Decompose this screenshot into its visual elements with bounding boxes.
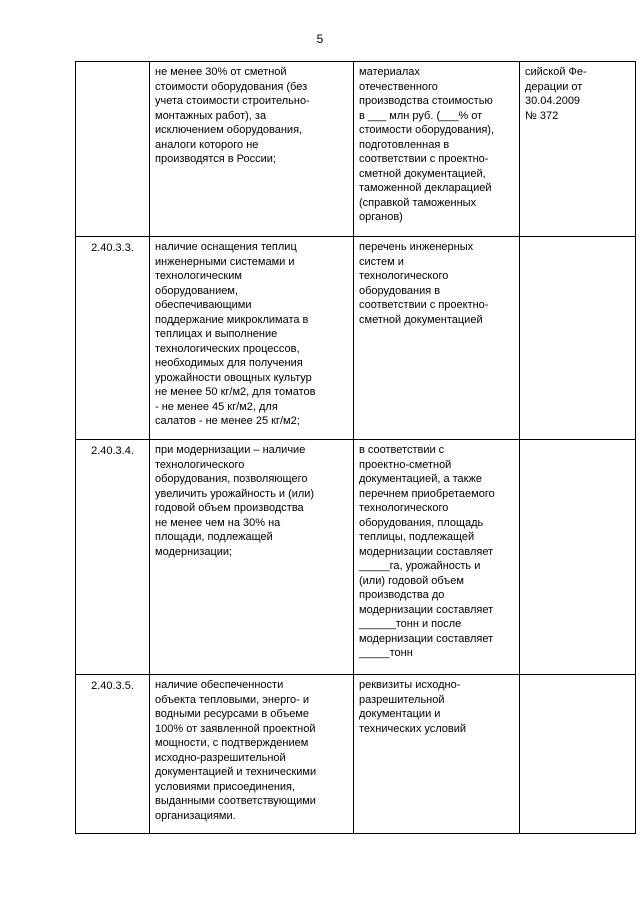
table-row [76,62,636,237]
item-number-cell: 2.40.3.3. [76,237,150,440]
table-row [76,440,636,675]
document-table [75,61,636,834]
basis-cell [520,440,636,675]
basis-cell [520,237,636,440]
page-number: 5 [316,32,324,46]
table-row [76,675,636,834]
condition-cell: наличие обеспеченности объекта тепловыми, энерго- и водными ресурсами в объеме 100% от заявленной проектной мощности, с подтверждением исходно-разрешительной документацией и техническими условиями присоединения, выданными соответствующими организациями. [150,675,354,834]
documents-cell: реквизиты исходно- разрешительной документации и технических условий [354,675,520,834]
condition-cell: не менее 30% от сметной стоимости оборудования (без учета стоимости строительно- монтажных работ), за исключением оборудования, аналоги которого не производятся в России; [150,62,354,237]
documents-cell: перечень инженерных систем и технологического оборудования в соответствии с проектно- сметной документацией [354,237,520,440]
table-row [76,237,636,440]
documents-cell: материалах отечественного производства стоимостью в ___ млн руб. (___% от стоимости оборудования), подготовленная в соответствии с проектно- сметной документацией, таможенной декларацией (справкой таможенных органов) [354,62,520,237]
item-number-cell [76,62,150,237]
condition-cell: при модернизации – наличие технологического оборудования, позволяющего увеличить урожайность и (или) годовой объем производства не менее чем на 30% на площади, подлежащей модернизации; [150,440,354,675]
item-number-cell: 2.40.3.4. [76,440,150,675]
condition-cell: наличие оснащения теплиц инженерными системами и технологическим оборудованием, обеспечивающими поддержание микроклимата в теплицах и выполнение технологических процессов, необходимых для получения урожайности овощных культур не менее 50 кг/м2, для томатов - не менее 45 кг/м2, для салатов - не менее 25 кг/м2; [150,237,354,440]
documents-cell: в соответствии с проектно-сметной документацией, а также перечнем приобретаемого технологического оборудования, площадь теплицы, подлежащей модернизации составляет _____га, урожайность и (или) годовой объем производства до модернизации составляет ______тонн и после модернизации составляет _____тонн [354,440,520,675]
item-number-cell: 2.40.3.5. [76,675,150,834]
basis-cell [520,675,636,834]
basis-cell: сийской Фе- дерации от 30.04.2009 № 372 [520,62,636,237]
